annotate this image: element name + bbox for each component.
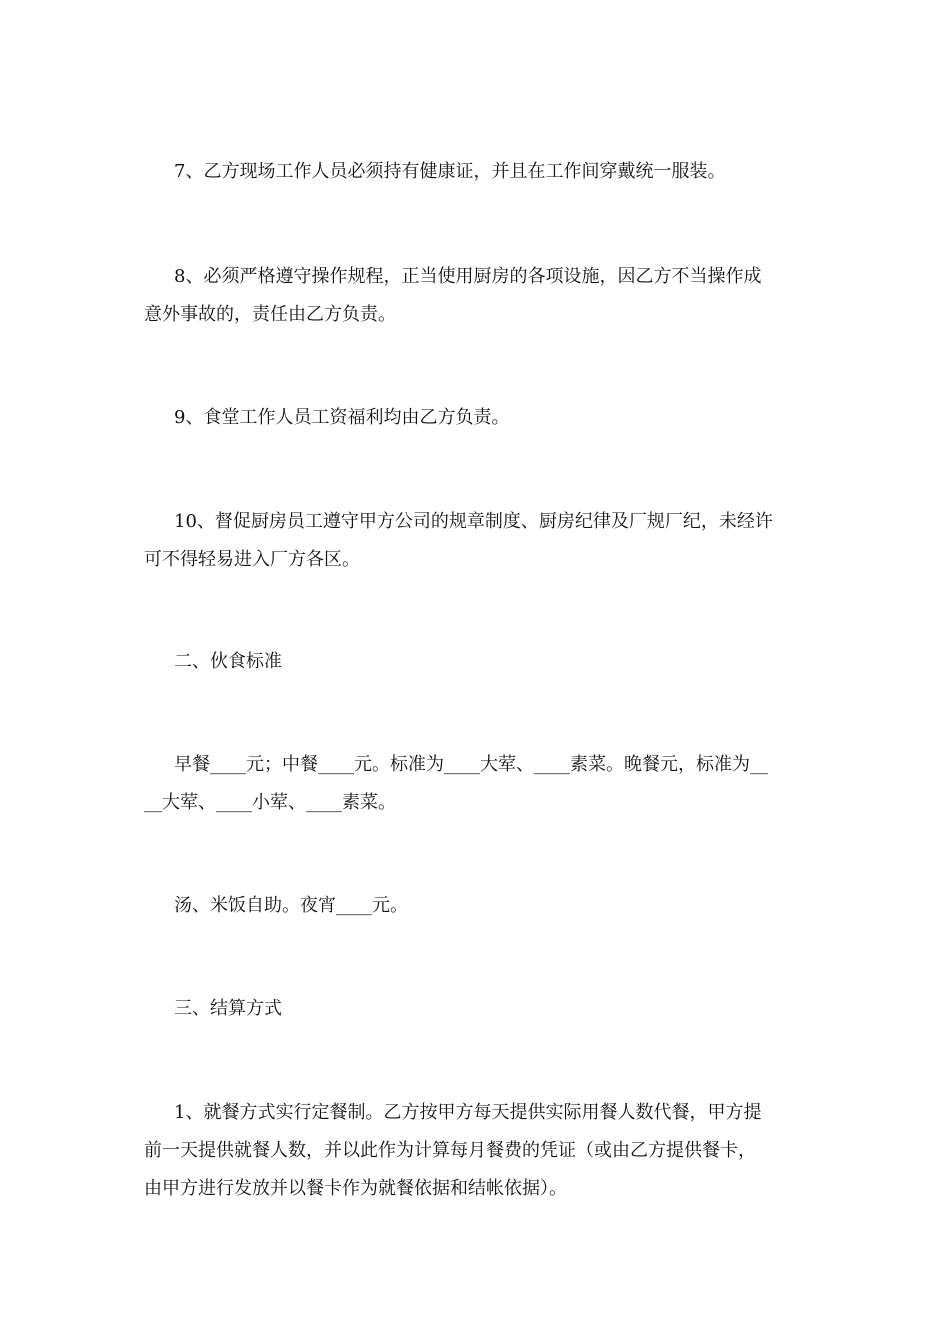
clause-9 <box>144 399 804 437</box>
clause-8 <box>144 258 804 334</box>
meal-standard-paragraph <box>144 746 804 822</box>
meal-standard-line-1: 早餐____元；中餐____元。标准为____大荤、____素菜。晚餐元，标准为__ <box>174 754 768 775</box>
soup-rice-line-1: 汤、米饭自助。夜宵____元。 <box>174 895 408 916</box>
section-heading-2: 二、伙食标准 <box>174 651 282 672</box>
clause-10-line-2: 可不得轻易进入厂方各区。 <box>144 549 360 570</box>
soup-rice-paragraph <box>144 887 804 925</box>
settlement-line-3: 由甲方进行发放并以餐卡作为就餐依据和结帐依据）。 <box>144 1178 567 1199</box>
clause-8-line-1: 8、必须严格遵守操作规程，正当使用厨房的各项设施，因乙方不当操作成 <box>174 266 762 287</box>
section-heading-settlement <box>144 990 804 1028</box>
clause-8-line-2: 意外事故的，责任由乙方负责。 <box>144 304 396 325</box>
clause-10 <box>144 503 804 579</box>
section-heading-3: 三、结算方式 <box>174 998 282 1019</box>
clause-7-line-1: 7、乙方现场工作人员必须持有健康证，并且在工作间穿戴统一服装。 <box>174 161 726 182</box>
section-heading-meal-standard <box>144 643 804 681</box>
settlement-line-2: 前一天提供就餐人数，并以此作为计算每月餐费的凭证（或由乙方提供餐卡， <box>144 1140 756 1161</box>
clause-7 <box>144 153 804 191</box>
meal-standard-line-2: __大荤、____小荤、____素菜。 <box>144 792 396 813</box>
clause-9-line-1: 9、食堂工作人员工资福利均由乙方负责。 <box>174 407 510 428</box>
settlement-clause-1 <box>144 1094 804 1208</box>
settlement-line-1: 1、就餐方式实行定餐制。乙方按甲方每天提供实际用餐人数代餐，甲方提 <box>174 1102 762 1123</box>
clause-10-line-1: 10、督促厨房员工遵守甲方公司的规章制度、厨房纪律及厂规厂纪，未经许 <box>174 511 773 532</box>
